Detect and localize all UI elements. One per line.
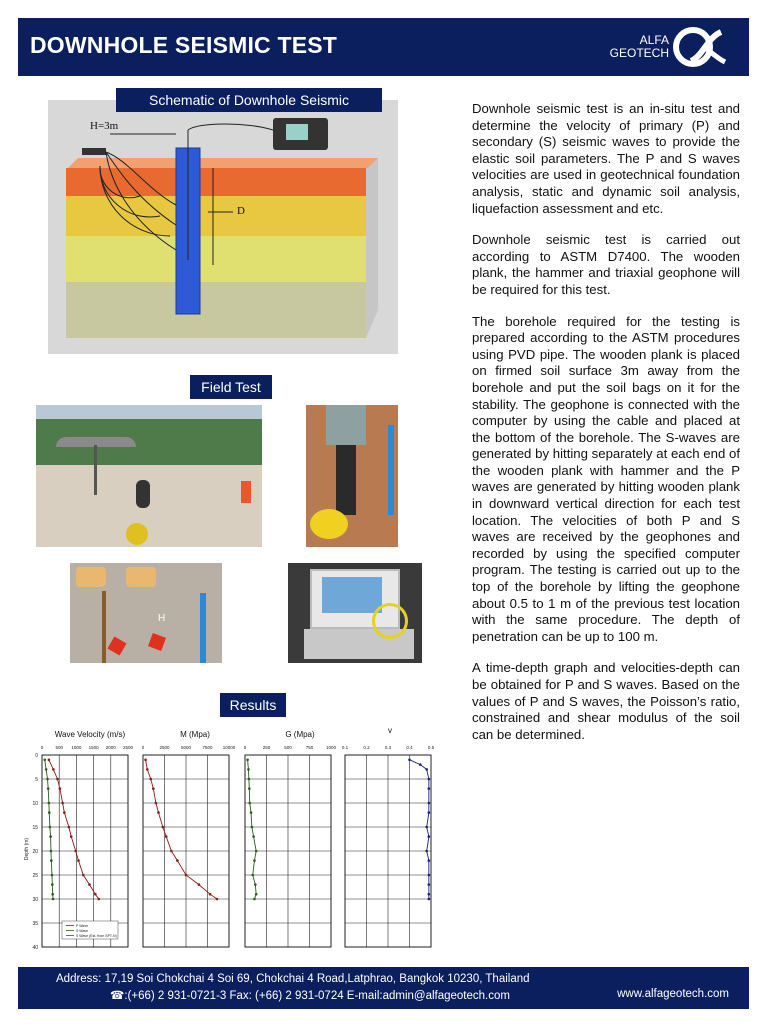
chart-title-g: G (Mpa)	[285, 730, 315, 739]
depth-axis-label: Depth (m)	[24, 837, 30, 861]
alfa-geotech-logo-icon	[673, 26, 729, 68]
data-point	[209, 893, 212, 896]
paragraph-2: Downhole seismic test is carried out according to ASTM D7400. The wooden plank, the hammer and triaxial geophone will be required for this test.	[472, 232, 740, 297]
data-point	[428, 859, 431, 862]
data-point	[50, 850, 53, 853]
data-point	[144, 759, 147, 762]
field-photo-geophone	[306, 405, 398, 547]
data-point	[47, 787, 50, 790]
x-tick-label: 500	[55, 745, 63, 750]
data-point	[48, 759, 51, 762]
data-point	[152, 787, 155, 790]
data-point	[248, 802, 251, 805]
field-test-label: Field Test	[190, 375, 272, 399]
data-point	[61, 802, 64, 805]
schematic-figure	[48, 100, 398, 354]
data-point	[49, 826, 52, 829]
data-point	[428, 811, 431, 814]
depth-d-label: D	[237, 205, 245, 217]
data-point	[82, 874, 85, 877]
data-point	[97, 898, 100, 901]
data-point	[428, 898, 431, 901]
chart-title-velocity: Wave Velocity (m/s)	[54, 730, 126, 739]
legend-label: P Wave	[76, 924, 89, 928]
data-point	[428, 883, 431, 886]
x-tick-label: 0	[243, 745, 247, 750]
data-point	[155, 802, 158, 805]
depth-tick-label: 5	[35, 777, 38, 783]
data-point	[74, 850, 77, 853]
data-point	[425, 850, 428, 853]
x-tick-label: 500	[284, 745, 292, 750]
x-tick-label: 2500	[159, 745, 170, 750]
header-banner	[18, 18, 749, 76]
h-distance-label: H=3m	[90, 120, 119, 132]
results-charts	[0, 740, 460, 955]
data-point	[185, 874, 188, 877]
data-point	[428, 835, 431, 838]
data-point	[248, 787, 251, 790]
field-photo-computer	[288, 563, 422, 663]
data-point	[51, 883, 54, 886]
paragraph-3: The borehole required for the testing is prepared according to the ASTM procedures using PVD pipe. The wooden plank is placed on firmed soil surface 3m away from the borehole and put the soil bags on it for the stability. The geophone is connected with the computer by using the cable and placed at the bottom of the borehole. The S-waves are generated by hitting separately at each end of the wooden plank with hammer and the P waves are generated by hitting wooden plank in downward vertical direction for each test location. The velocities of both P and S waves are received by the geophones and recorded by using the specified computer program. The testing is carried out up to the top of the borehole by lifting the geophone about 0.5 to 1 m of the previous test location with the same procedure. The depth of penetration can be up to 100 m.	[472, 313, 740, 644]
data-point	[176, 859, 179, 862]
chart-title-poisson: v	[388, 726, 392, 735]
data-point	[52, 898, 55, 901]
paragraph-1: Downhole seismic test is an in-situ test and determine the velocity of primary (P) and secondary (S) seismic waves to provide the elastic soil parameters. The P and S waves velocities are used in geotechnical foundation analysis, static and dynamic soil analysis, liquefaction assessment and etc.	[472, 101, 740, 216]
data-point	[45, 768, 48, 771]
depth-tick-label: 25	[32, 873, 38, 879]
x-tick-label: 750	[305, 745, 314, 750]
data-point	[170, 850, 173, 853]
x-tick-label: 1000	[71, 745, 82, 750]
data-point	[255, 893, 258, 896]
x-tick-label: 1000	[325, 745, 337, 750]
plank-h-label: H	[158, 613, 166, 624]
schematic-drawing	[48, 100, 398, 354]
data-point	[198, 883, 201, 886]
data-point	[252, 835, 255, 838]
x-tick-label: 0	[40, 745, 44, 750]
data-point	[425, 768, 428, 771]
depth-tick-label: 0	[35, 753, 38, 759]
data-point	[428, 874, 431, 877]
legend-label: S Wave (Est. from SPT-N)	[76, 934, 117, 938]
data-point	[255, 850, 258, 853]
depth-tick-label: 10	[32, 801, 38, 807]
data-point	[428, 787, 431, 790]
x-tick-label: 0.2	[363, 745, 370, 750]
data-point	[59, 787, 62, 790]
data-point	[165, 835, 168, 838]
x-tick-label: 2500	[122, 745, 134, 750]
data-point	[50, 859, 53, 862]
x-tick-label: 1500	[88, 745, 99, 750]
depth-tick-label: 40	[32, 945, 38, 951]
field-photo-plank	[70, 563, 222, 663]
data-point	[408, 759, 411, 762]
data-point	[425, 826, 428, 829]
x-tick-label: 0	[141, 745, 145, 750]
footer-contact: ☎:(+66) 2 931-0721-3 Fax: (+66) 2 931-0724 E-mail:admin@alfageotech.com	[110, 990, 510, 1002]
results-label: Results	[220, 693, 286, 717]
data-point	[161, 826, 164, 829]
data-point	[51, 874, 54, 877]
depth-tick-label: 30	[32, 897, 38, 903]
x-tick-label: 5000	[180, 745, 192, 750]
data-point	[49, 835, 52, 838]
data-point	[43, 759, 46, 762]
data-point	[52, 768, 55, 771]
data-point	[428, 802, 431, 805]
data-point	[419, 763, 422, 766]
data-point	[56, 778, 59, 781]
data-point	[46, 778, 49, 781]
data-point	[48, 811, 51, 814]
data-point	[251, 826, 254, 829]
data-point	[428, 778, 431, 781]
data-point	[157, 811, 160, 814]
data-point	[63, 811, 66, 814]
data-point	[248, 778, 251, 781]
chart-title-m: M (Mpa)	[180, 730, 210, 739]
data-point	[246, 759, 249, 762]
x-tick-label: 0.3	[384, 745, 392, 750]
page-title: DOWNHOLE SEISMIC TEST	[30, 32, 338, 58]
data-point	[68, 826, 71, 829]
data-point	[70, 835, 73, 838]
data-point	[51, 893, 54, 896]
footer-website-link[interactable]: www.alfageotech.com	[617, 988, 729, 1000]
depth-tick-label: 35	[32, 921, 38, 927]
data-point	[88, 883, 91, 886]
data-point	[247, 768, 250, 771]
data-point	[428, 893, 431, 896]
field-photo-site	[36, 405, 262, 547]
logo-text	[610, 34, 669, 60]
legend-label: S Wave	[76, 929, 89, 933]
schematic-label: Schematic of Downhole Seismic	[116, 88, 382, 112]
logo-line-2: GEOTECH	[609, 46, 669, 60]
paragraph-4: A time-depth graph and velocities-depth can be obtained for P and S waves. Based on the values of P and S waves, the Poisson’s ratio, constrained and shear modulus of the soil can be determined.	[472, 660, 740, 742]
data-point	[253, 898, 256, 901]
x-tick-label: 2000	[105, 745, 116, 750]
depth-tick-label: 20	[32, 849, 38, 855]
x-tick-label: 7500	[202, 745, 213, 750]
x-tick-label: 250	[262, 745, 271, 750]
footer-address: Address: 17,19 Soi Chokchai 4 Soi 69, Chokchai 4 Road,Latphrao, Bangkok 10230, Thailand	[56, 973, 530, 985]
data-point	[253, 859, 256, 862]
data-point	[251, 874, 254, 877]
x-tick-label: 0.5	[427, 745, 435, 750]
data-point	[77, 859, 80, 862]
data-point	[216, 898, 219, 901]
logo-line-1: ALFA	[639, 33, 669, 47]
depth-tick-label: 15	[32, 825, 38, 831]
data-point	[146, 768, 149, 771]
x-tick-label: 0.1	[341, 745, 349, 750]
description-text	[472, 101, 740, 758]
data-point	[94, 893, 97, 896]
data-point	[149, 778, 152, 781]
footer	[18, 967, 749, 1009]
data-point	[250, 811, 253, 814]
data-point	[254, 883, 257, 886]
x-tick-label: 0.4	[406, 745, 413, 750]
x-tick-label: 10000	[222, 745, 236, 750]
data-point	[48, 802, 51, 805]
